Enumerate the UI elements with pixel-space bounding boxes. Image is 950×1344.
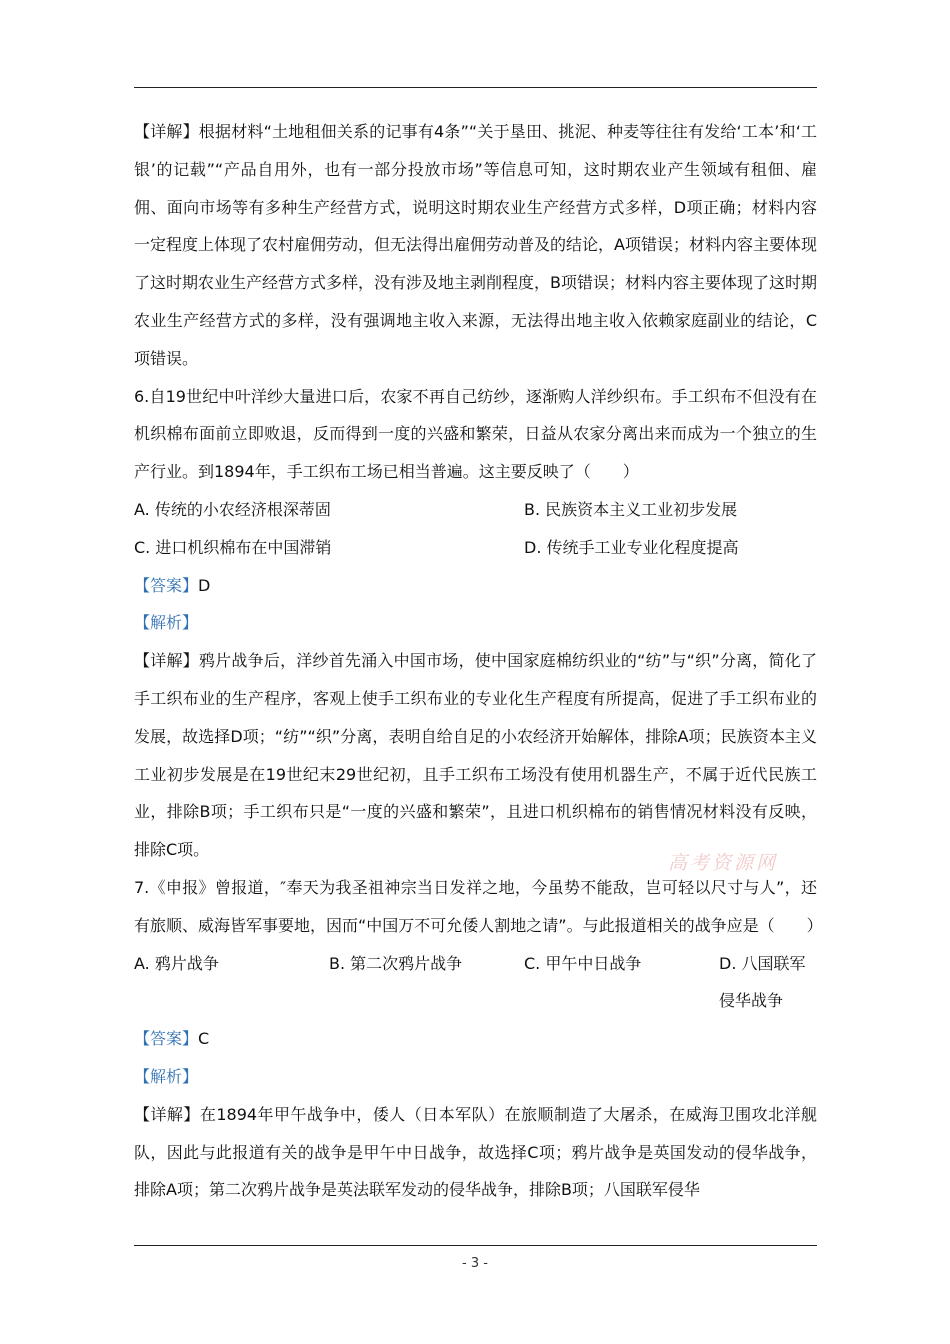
q7-detail-paragraph [134,1096,817,1209]
page-number: - 3 - [462,1256,488,1271]
q5-detail-paragraph [134,113,817,378]
detail-tag: 【详解】 [134,1104,200,1124]
detail-tag: 【详解】 [134,122,199,141]
q6-answer: D [198,575,211,595]
q7-answer: C [198,1029,210,1049]
q7-option-c: C. 甲午中日战争 [524,953,642,973]
q7-stem: 7.《申报》曾报道，″奉天为我圣祖神宗当日发祥之地，今虽势不能敌，岂可轻以尺寸与人”，还有旅顺、威海皆军事要地，因而“中国万不可允倭人割地之请”。与此报道相关的战争应是（ ） [134,877,823,935]
q7-answer-line [134,1020,817,1058]
q7-options-row [134,945,817,1021]
q6-answer-line [134,567,817,605]
q7-option-b: B. 第二次鸦片战争 [329,953,463,973]
q6-option-b: B. 民族资本主义工业初步发展 [524,499,738,519]
q7-detail-text: 在1894年甲午战争中，倭人（日本军队）在旅顺制造了大屠杀，在威海卫围攻北洋舰队，因此与此报道有关的战争是甲午中日战争，故选择C项；鸦片战争是英国发动的侵华战争，排除A项；第二次鸦片战争是英法联军发动的侵华战争，排除B项；八国联军侵华 [134,1104,817,1200]
q6-detail-text: 鸦片战争后，洋纱首先涌入中国市场，使中国家庭棉纺织业的“纺”与“织”分离，简化了手工织布业的生产程序，客观上使手工织布业的专业化生产程度有所提高，促进了手工织布业的发展，故选择D项；“纺”“织”分离，表明自给自足的小农经济开始解体，排除A项；民族资本主义工业初步发展是在19世纪末29世纪初，且手工织布工场没有使用机器生产，不属于近代民族工业，排除B项；手工织布只是“一度的兴盛和繁荣”，且进口机织棉布的销售情况材料没有反映，排除C项。 [134,651,817,860]
q6-stem: 6.自19世纪中叶洋纱大量进口后，农家不再自己纺纱，逐渐购人洋纱织布。手工织布不但没有在机织棉布面前立即败退，反而得到一度的兴盛和繁荣，日益从农家分离出来而成为一个独立的生产行业。到1894年，手工织布工场已相当普遍。这主要反映了（ ） [134,386,817,482]
answer-tag: 【答案】 [134,575,199,595]
detail-tag: 【详解】 [134,651,199,671]
answer-tag: 【答案】 [134,1029,199,1049]
q5-detail-text: 根据材料“土地租佃关系的记事有4条”“关于垦田、挑泥、种麦等往往有发给‘工本’和‘工银’的记载”“产品自用外，也有一部分投放市场”等信息可知，这时期农业产生领域有租佃、雇佣、面向市场等有多种生产经营方式，说明这时期农业生产经营方式多样，D项正确；材料内容一定程度上体现了农村雇佣劳动，但无法得出雇佣劳动普及的结论，A项错误；材料内容主要体现了这时期农业生产经营方式多样，没有涉及地主剥削程度，B项错误；材料内容主要体现了这时期农业生产经营方式的多样，没有强调地主收入来源，无法得出地主收入依赖家庭副业的结论，C项错误。 [134,122,817,368]
q6-detail-paragraph [134,642,817,869]
q6-option-d: D. 传统手工业专业化程度提高 [524,537,739,557]
footer-rule [134,1245,817,1246]
q6-options-row-2 [134,529,817,567]
q7-option-a: A. 鸦片战争 [134,953,219,973]
q6-option-c: C. 进口机织棉布在中国滞销 [134,537,332,557]
q6-options-row-1 [134,491,817,529]
q6-option-a: A. 传统的小农经济根深蒂固 [134,499,331,519]
q7-analysis-tag: 【解析】 [134,1066,199,1086]
document-body [134,113,823,1209]
header-rule [134,87,817,88]
q7-option-d: D. 八国联军侵华战争 [719,953,806,1011]
q6-analysis-tag: 【解析】 [134,613,199,633]
watermark-logo: 高考资源网 [668,852,779,874]
